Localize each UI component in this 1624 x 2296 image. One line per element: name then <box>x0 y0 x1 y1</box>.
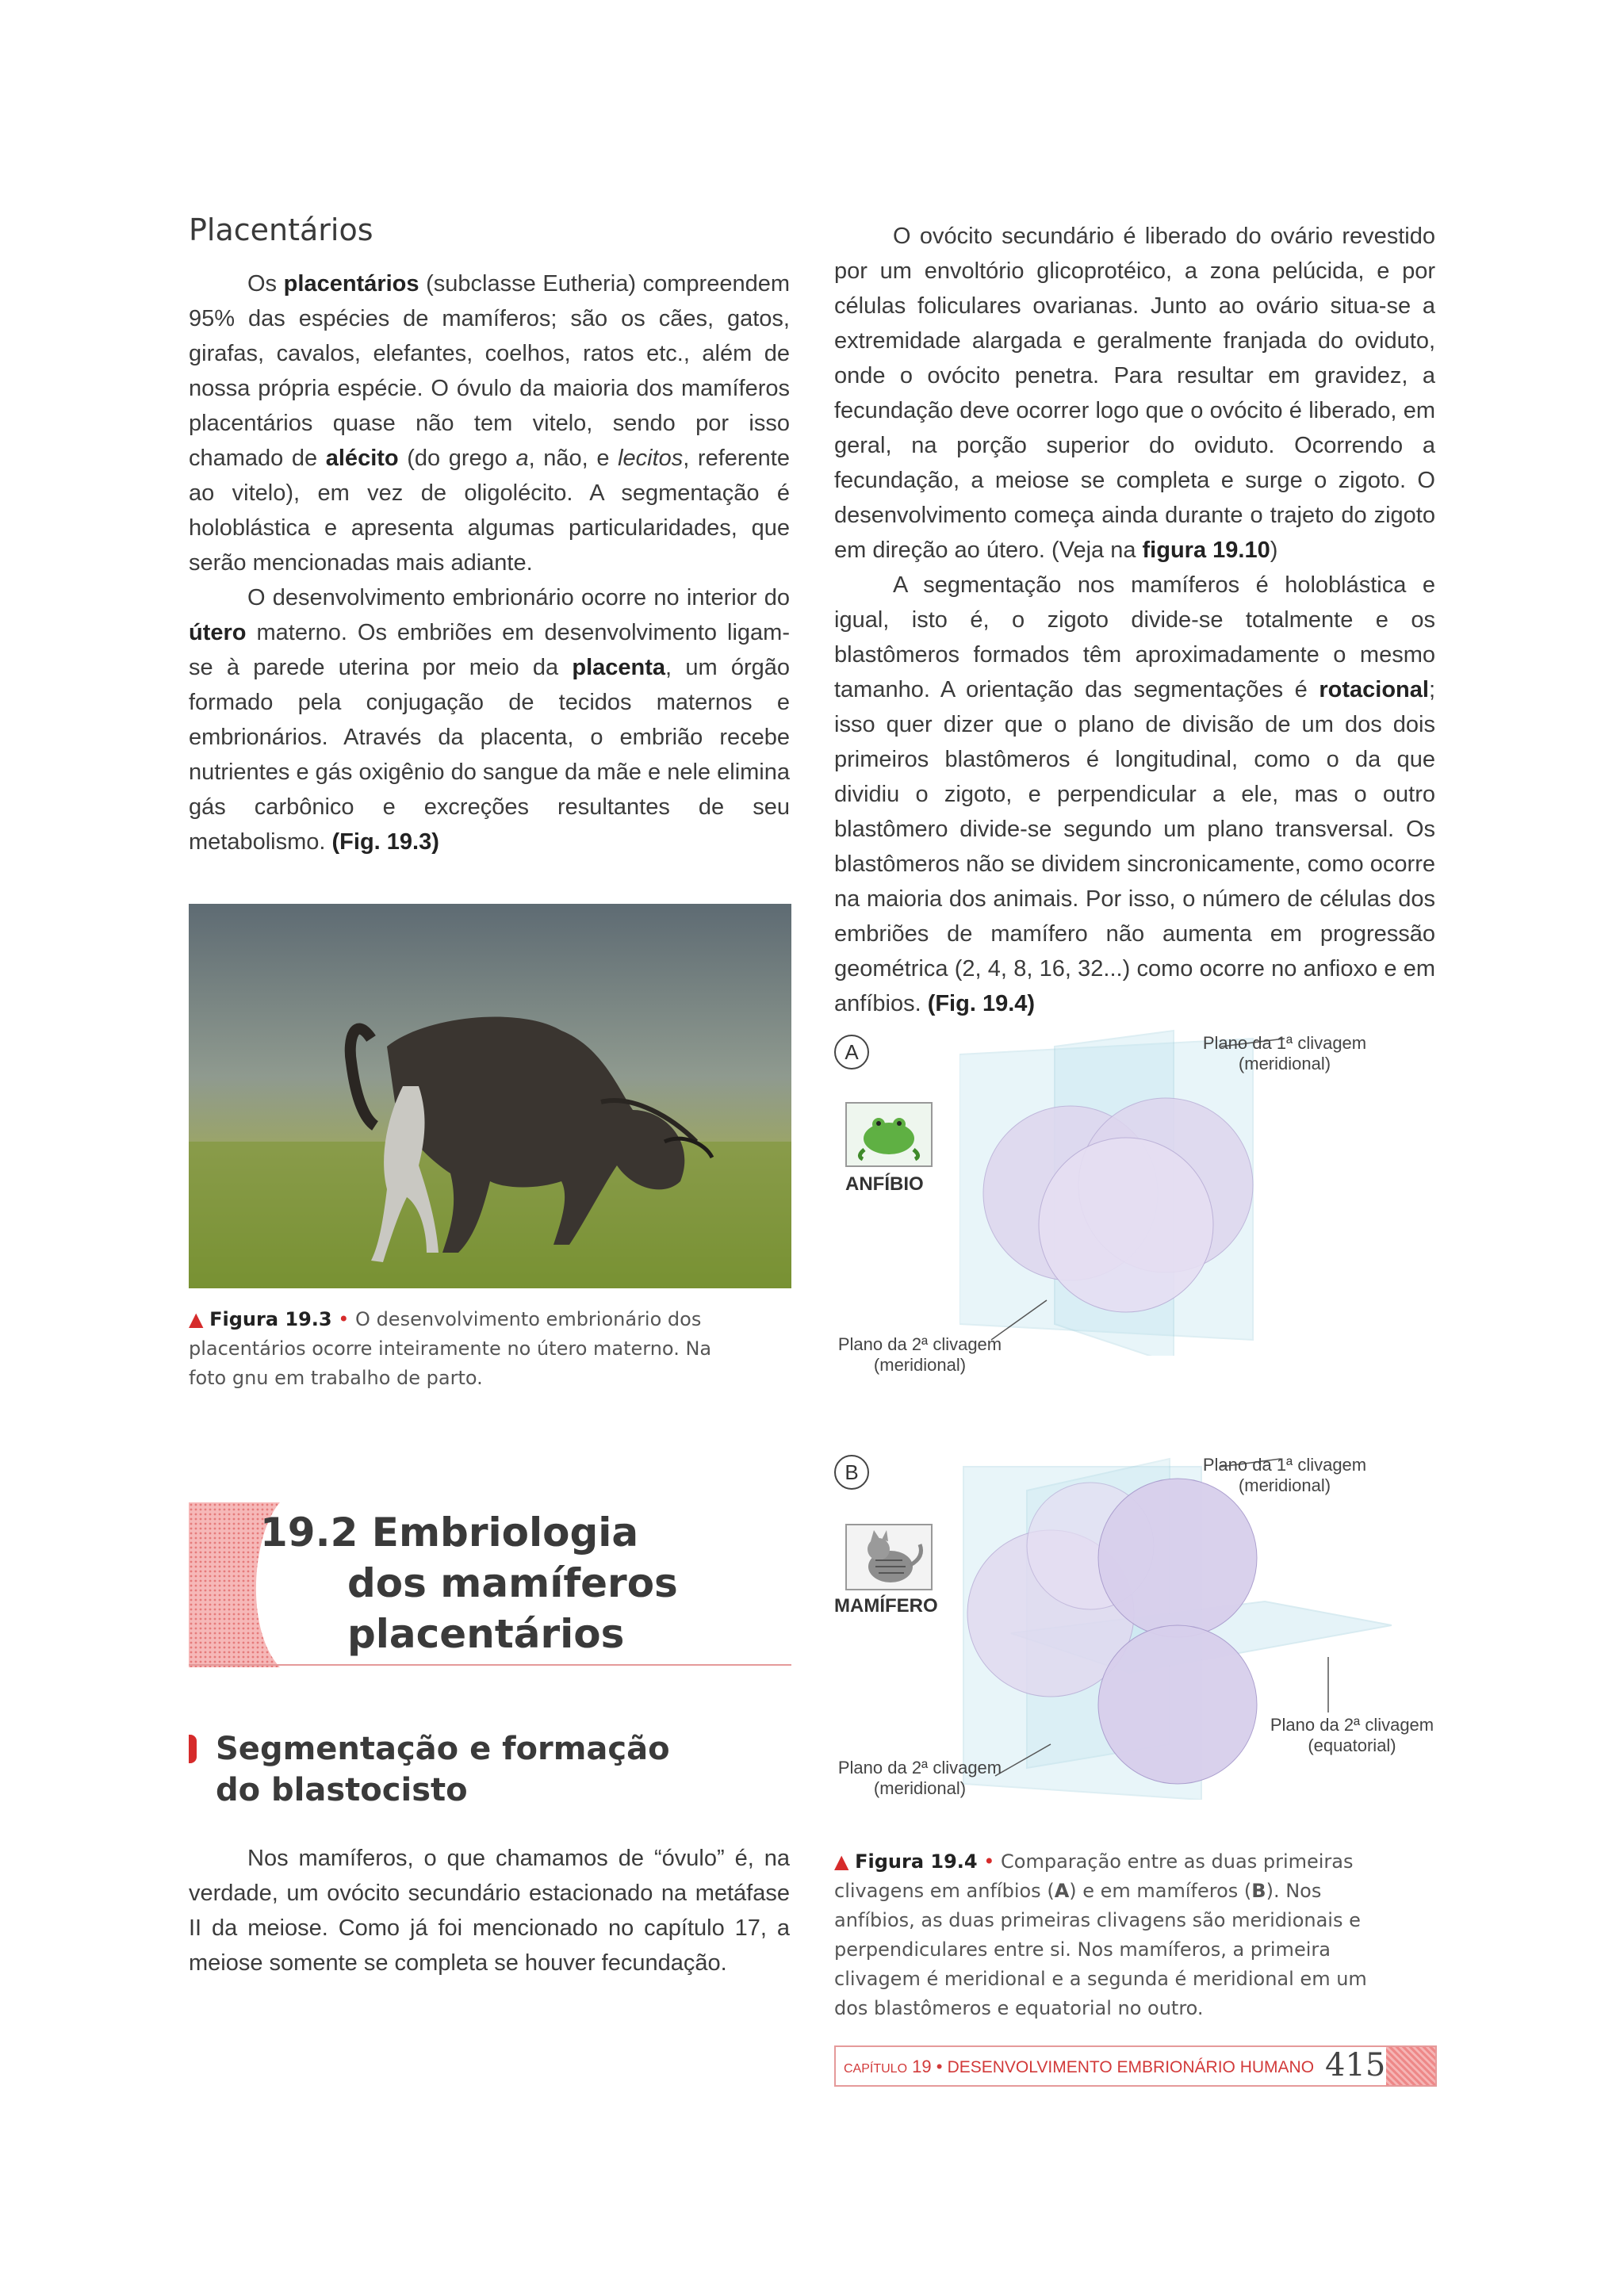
figure-19-3-text: O desenvolvimento embrionário dos placentários ocorre inteiramente no útero materno. Na foto gnu em trabalho de parto. <box>189 1308 712 1389</box>
subsection-heading <box>216 1728 670 1811</box>
caption-triangle-icon: ▲ <box>834 1850 849 1873</box>
section-title-line2: dos mamíferos <box>347 1560 678 1606</box>
subsection-marker-icon <box>189 1735 197 1763</box>
diagram-b-plane2-label: Plano da 2ª clivagem (meridional) <box>837 1758 1002 1798</box>
section-heading-placentarios: Placentários <box>189 212 373 247</box>
footer-chapter <box>844 2057 1314 2077</box>
diagram-a-plane2-label: Plano da 2ª clivagem (meridional) <box>837 1334 1002 1375</box>
paragraph: A segmentação nos mamíferos é holoblástica e igual, isto é, o zigoto divide-se totalmente e os blastômeros formados têm aproximadamente o mesmo tamanho. A orientação das segmentações é rotacional; isso quer dizer que o plano de divisão de um dos dois primeiros blastômeros é longitudinal, como o da que dividiu o zigoto, e perpendicular a ele, mas o outro blastômero divide-se segundo um plano transversal. Os blastômeros não se dividem sincronicamente, como ocorre na maioria dos animais. Por isso, o número de células dos embriões de mamífero não aumenta em progressão geométrica (2, 4, 8, 16, 32...) como ocorre no anfioxo e em anfíbios. (Fig. 19.4) <box>834 572 1435 1016</box>
footer-chapter-title: DESENVOLVIMENTO EMBRIONÁRIO HUMANO <box>947 2058 1315 2076</box>
blastomere-b4 <box>1098 1625 1257 1784</box>
paragraph: Nos mamíferos, o que chamamos de “óvulo” é, na verdade, um ovócito secundário estacionado na metáfase II da meiose. Como já foi mencionado no capítulo 17, a meiose somente se completa se houver fecundação. <box>189 1846 790 1976</box>
section-19-2-banner <box>189 1502 791 1667</box>
diagram-a-animal-label: ANFÍBIO <box>845 1173 924 1195</box>
diagram-a-letter: A <box>834 1035 869 1070</box>
diagram-b-plane1-label: Plano da 1ª clivagem (meridional) <box>1202 1455 1367 1495</box>
paragraph: O desenvolvimento embrionário ocorre no interior do útero materno. Os embriões em desenvolvimento ligam-se à parede uterina por meio da placenta, um órgão formado pela conjugação de tecidos maternos e embrionários. Através da placenta, o embrião recebe nutrientes e gás oxigênio do sangue da mãe e nele elimina gás carbônico e excreções resultantes de seu metabolismo. (Fig. 19.3) <box>189 585 790 855</box>
page-number: 415 <box>1325 2047 1386 2084</box>
right-text-block <box>834 219 1435 1021</box>
footer-chapter-number: 19 <box>912 2057 932 2076</box>
cat-illustration <box>847 1525 931 1589</box>
figure-19-3-label: Figura 19.3 <box>209 1308 332 1330</box>
left-text-block <box>189 266 790 859</box>
frog-illustration <box>847 1104 931 1165</box>
blastomere-a3 <box>1039 1138 1213 1312</box>
cat-icon <box>845 1524 933 1590</box>
section-19-2-title <box>260 1507 678 1659</box>
footer-chapter-word: CAPÍTULO <box>844 2062 908 2076</box>
left-last-paragraph <box>189 1841 790 1980</box>
diagram-b-letter: B <box>834 1455 869 1490</box>
paragraph: O ovócito secundário é liberado do ovário revestido por um envoltório glicoprotéico, a zona pelúcida, e por células foliculares ovarianas. Junto ao ovário situa-se a extremidade alargada e geralmente franjada do oviduto, onde o ovócito penetra. Para resultar em gravidez, a fecundação deve ocorrer logo que o ovócito é liberado, em geral, na porção superior do oviduto. Ocorrendo a fecundação, a meiose se completa e surge o zigoto. O desenvolvimento começa ainda durante o trajeto do zigoto em direção ao útero. (Veja na figura 19.10) <box>834 224 1435 563</box>
footer-bullet-icon: • <box>936 2057 943 2076</box>
section-number: 19.2 <box>260 1510 358 1556</box>
figure-19-4-text: Comparação entre as duas primeiras clivagens em anfíbios (A) e em mamíferos (B). Nos anfíbios, as duas primeiras clivagens são meridionais e perpendiculares entre si. Nos mamíferos, a primeira clivagem é meridional e a segunda é meridional em um dos blastômeros e equatorial no outro. <box>834 1850 1367 2019</box>
diagram-a-plane1-label: Plano da 1ª clivagem (meridional) <box>1202 1033 1367 1073</box>
caption-bullet-icon: • <box>338 1308 350 1330</box>
figure-19-4-label: Figura 19.4 <box>855 1850 978 1873</box>
page-footer <box>834 2045 1437 2087</box>
paragraph: Os placentários (subclasse Eutheria) compreendem 95% das espécies de mamíferos; são os cães, gatos, girafas, cavalos, elefantes, coelhos, ratos etc., além de nossa própria espécie. O óvulo da maioria dos mamíferos placentários quase não tem vitelo, sendo por isso chamado de alécito (do grego a, não, e lecitos, referente ao vitelo), em vez de oligolécito. A segmentação é holoblástica e apresenta algumas particularidades, que serão mencionadas mais adiante. <box>189 271 790 576</box>
subsection-line1: Segmentação e formação <box>216 1731 670 1767</box>
caption-bullet-icon: • <box>983 1850 995 1873</box>
caption-triangle-icon: ▲ <box>189 1308 204 1330</box>
figure-19-4-caption <box>834 1847 1405 2023</box>
diagram-b-plane3-label: Plano da 2ª clivagem (equatorial) <box>1270 1715 1434 1755</box>
wildebeest-photo <box>189 904 791 1288</box>
blastomere-b3 <box>1098 1479 1257 1637</box>
wildebeest-birth-image <box>189 904 791 1288</box>
footer-pattern-block <box>1386 2047 1435 2085</box>
frog-icon <box>845 1102 933 1167</box>
section-title-line3: placentários <box>347 1611 625 1657</box>
section-title-line1: Embriologia <box>371 1510 639 1556</box>
figure-19-3-caption <box>189 1305 744 1393</box>
subsection-line2: do blastocisto <box>216 1772 468 1808</box>
diagram-b-animal-label: MAMÍFERO <box>834 1595 938 1617</box>
